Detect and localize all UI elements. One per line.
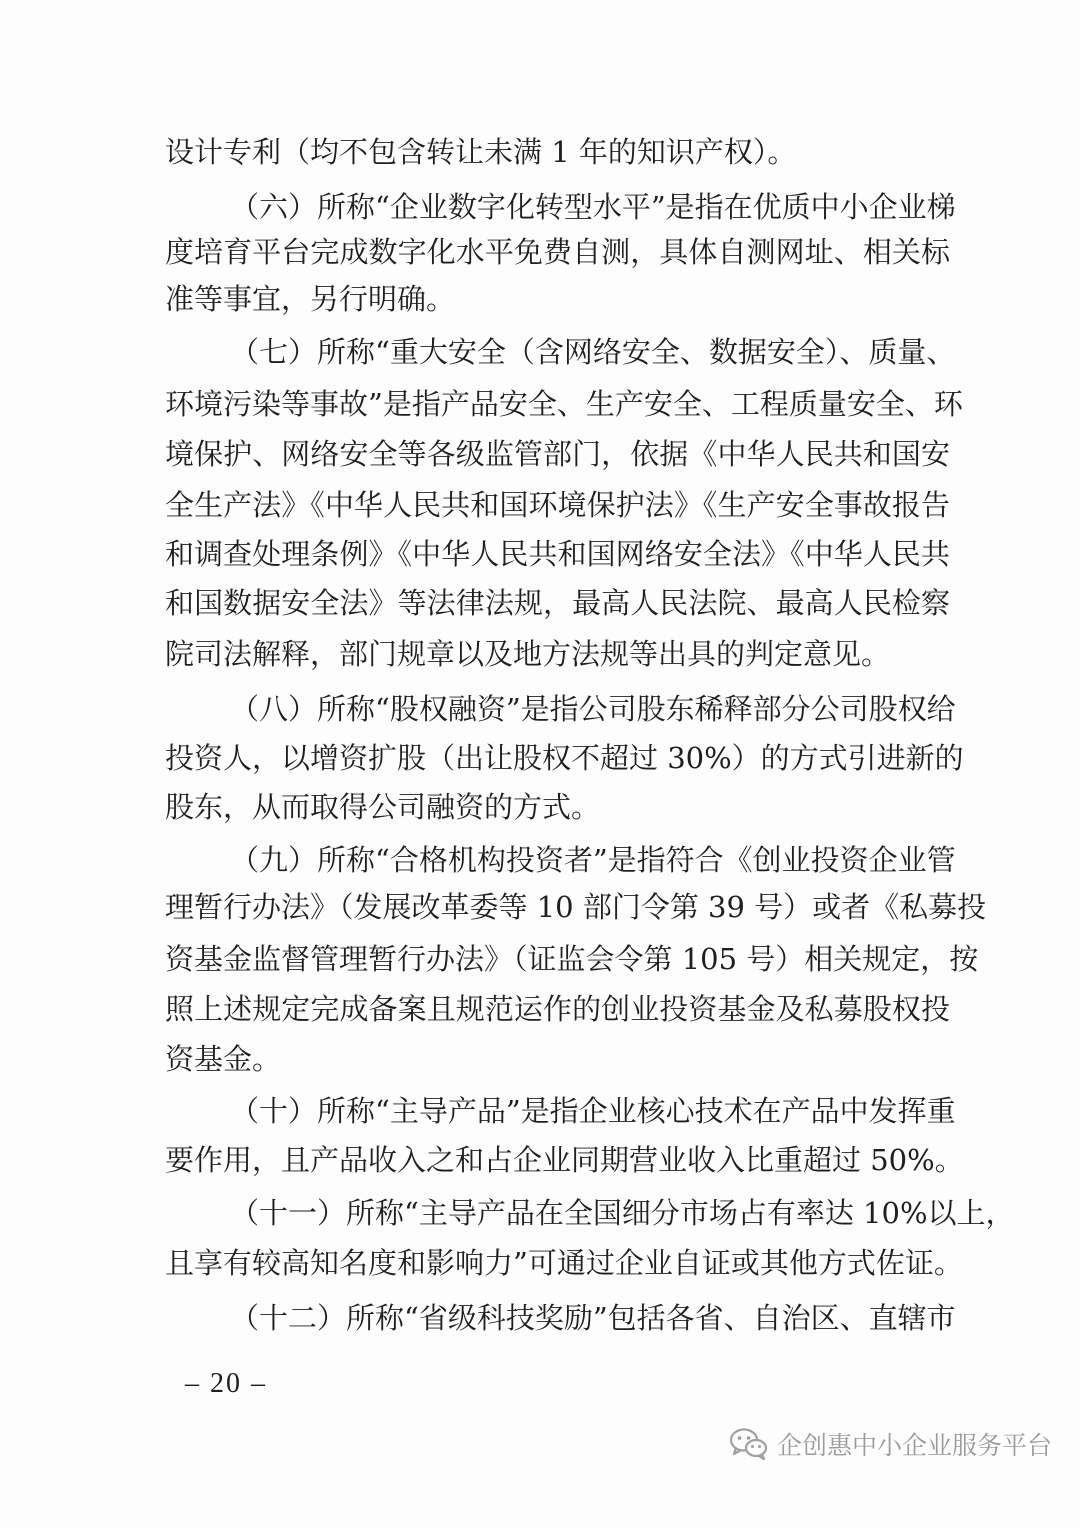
- text-line: 照上述规定完成备案且规范运作的创业投资基金及私募股权投: [165, 992, 950, 1026]
- text-line: 环境污染等事故”是指产品安全、生产安全、工程质量安全、环: [165, 387, 963, 421]
- text-line: 全生产法》《中华人民共和国环境保护法》《生产安全事故报告: [165, 488, 950, 522]
- text-line: 准等事宜，另行明确。: [165, 282, 456, 316]
- text-line: （十）所称“主导产品”是指企业核心技术在产品中发挥重: [230, 1094, 956, 1128]
- text-line: 投资人，以增资扩股（出让股权不超过 30%）的方式引进新的: [165, 741, 964, 775]
- text-line: 资基金。: [165, 1042, 282, 1076]
- text-line: 且享有较高知名度和影响力”可通过企业自证或其他方式佐证。: [165, 1246, 963, 1280]
- text-line: （十二）所称“省级科技奖励”包括各省、自治区、直辖市: [230, 1301, 956, 1335]
- text-line: （八）所称“股权融资”是指公司股东稀释部分公司股权给: [230, 692, 956, 726]
- text-line: 理暂行办法》（发展改革委等 10 部门令第 39 号）或者《私募投: [165, 890, 987, 924]
- wechat-icon: [729, 1427, 769, 1461]
- text-line: 和调查处理条例》《中华人民共和国网络安全法》《中华人民共: [165, 537, 950, 571]
- page-number: – 20 –: [185, 1368, 267, 1399]
- text-line: 度培育平台完成数字化水平免费自测，具体自测网址、相关标: [165, 235, 950, 269]
- text-line: （六）所称“企业数字化转型水平”是指在优质中小企业梯: [230, 190, 956, 224]
- text-line: 院司法解释，部门规章以及地方法规等出具的判定意见。: [165, 637, 891, 671]
- text-line: 资基金监督管理暂行办法》（证监会令第 105 号）相关规定，按: [165, 942, 979, 976]
- text-line: （十一）所称“主导产品在全国细分市场占有率达 10%以上，: [230, 1196, 1015, 1230]
- text-line: 境保护、网络安全等各级监管部门，依据《中华人民共和国安: [165, 437, 950, 471]
- text-line: 股东，从而取得公司融资的方式。: [165, 790, 601, 824]
- watermark: [729, 1422, 1052, 1466]
- text-line: 设计专利（均不包含转让未满 1 年的知识产权）。: [165, 135, 797, 169]
- text-line: （七）所称“重大安全（含网络安全、数据安全）、质量、: [230, 335, 956, 369]
- text-line: 要作用，且产品收入之和占企业同期营业收入比重超过 50%。: [165, 1143, 964, 1177]
- text-line: （九）所称“合格机构投资者”是指符合《创业投资企业管: [230, 843, 956, 877]
- watermark-text: 企创惠中小企业服务平台: [776, 1431, 1052, 1460]
- text-line: 和国数据安全法》等法律法规，最高人民法院、最高人民检察: [165, 586, 950, 620]
